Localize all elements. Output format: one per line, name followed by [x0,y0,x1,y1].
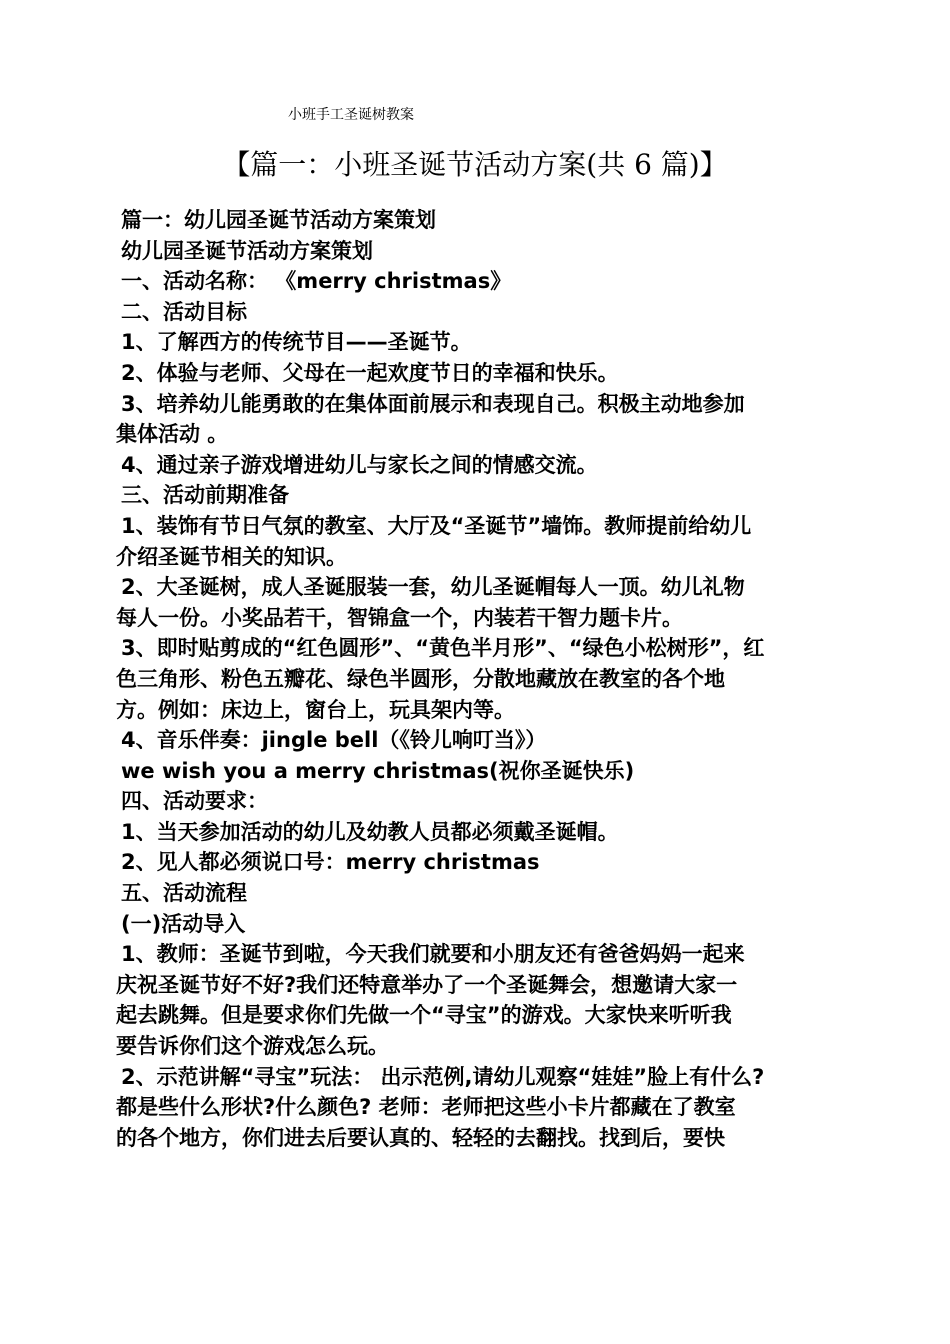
text-line: 起去跳舞。但是要求你们先做一个“寻宝”的游戏。大家快来听听我 [116,1003,732,1028]
text-line: 五、活动流程 [121,881,247,906]
text-line: 2、见人都必须说口号：merry christmas [121,850,540,875]
text-line: 3、培养幼儿能勇敢的在集体面前展示和表现自己。积极主动地参加 [121,391,745,416]
text-line: 四、活动要求： [121,789,268,814]
document-body [116,205,846,1153]
header-note: 小班手工圣诞树教案 [288,107,414,123]
text-line: 色三角形、粉色五瓣花、绿色半圆形，分散地藏放在教室的各个地 [116,666,725,691]
text-line: 都是些什么形状?什么颜色? 老师：老师把这些小卡片都藏在了教室 [116,1095,736,1120]
text-line: 1、教师：圣诞节到啦，今天我们就要和小朋友还有爸爸妈妈一起来 [121,942,745,967]
text-line: 1、了解西方的传统节目——圣诞节。 [121,330,472,355]
text-line: 2、体验与老师、父母在一起欢度节日的幸福和快乐。 [121,360,619,385]
text-line: 一、活动名称： 《merry christmas》 [121,269,512,294]
text-line: 集体活动 。 [116,422,229,447]
text-line: 的各个地方，你们进去后要认真的、轻轻的去翻找。找到后，要快 [116,1125,725,1150]
text-line: 2、示范讲解“寻宝”玩法： 出示范例,请幼儿观察“娃娃”脸上有什么? [121,1064,765,1089]
text-line: 二、活动目标 [121,299,247,324]
text-line: we wish you a merry christmas(祝你圣诞快乐) [121,758,635,783]
text-line: (一)活动导入 [121,911,246,936]
text-line: 2、大圣诞树，成人圣诞服装一套，幼儿圣诞帽每人一顶。幼儿礼物 [121,575,745,600]
document-title: 【篇一：小班圣诞节活动方案(共 6 篇)】 [222,148,728,181]
text-line: 方。例如：床边上，窗台上，玩具架内等。 [116,697,515,722]
text-line: 4、音乐伴奏：jingle bell（《铃儿响叮当》） [121,728,547,753]
text-line: 1、当天参加活动的幼儿及幼教人员都必须戴圣诞帽。 [121,819,619,844]
text-line: 三、活动前期准备 [121,483,289,508]
text-line: 1、装饰有节日气氛的教室、大厅及“圣诞节”墙饰。教师提前给幼儿 [121,513,752,538]
text-line: 庆祝圣诞节好不好?我们还特意举办了一个圣诞舞会，想邀请大家一 [116,972,738,997]
text-line: 4、通过亲子游戏增进幼儿与家长之间的情感交流。 [121,452,598,477]
text-line: 幼儿园圣诞节活动方案策划 [121,238,373,263]
text-line: 每人一份。小奖品若干，智锦盒一个，内装若干智力题卡片。 [116,605,683,630]
text-line: 介绍圣诞节相关的知识。 [116,544,347,569]
text-line: 3、即时贴剪成的“红色圆形”、“黄色半月形”、“绿色小松树形”，红 [121,636,765,661]
text-line: 要告诉你们这个游戏怎么玩。 [116,1034,389,1059]
text-line: 篇一：幼儿园圣诞节活动方案策划 [121,208,436,232]
